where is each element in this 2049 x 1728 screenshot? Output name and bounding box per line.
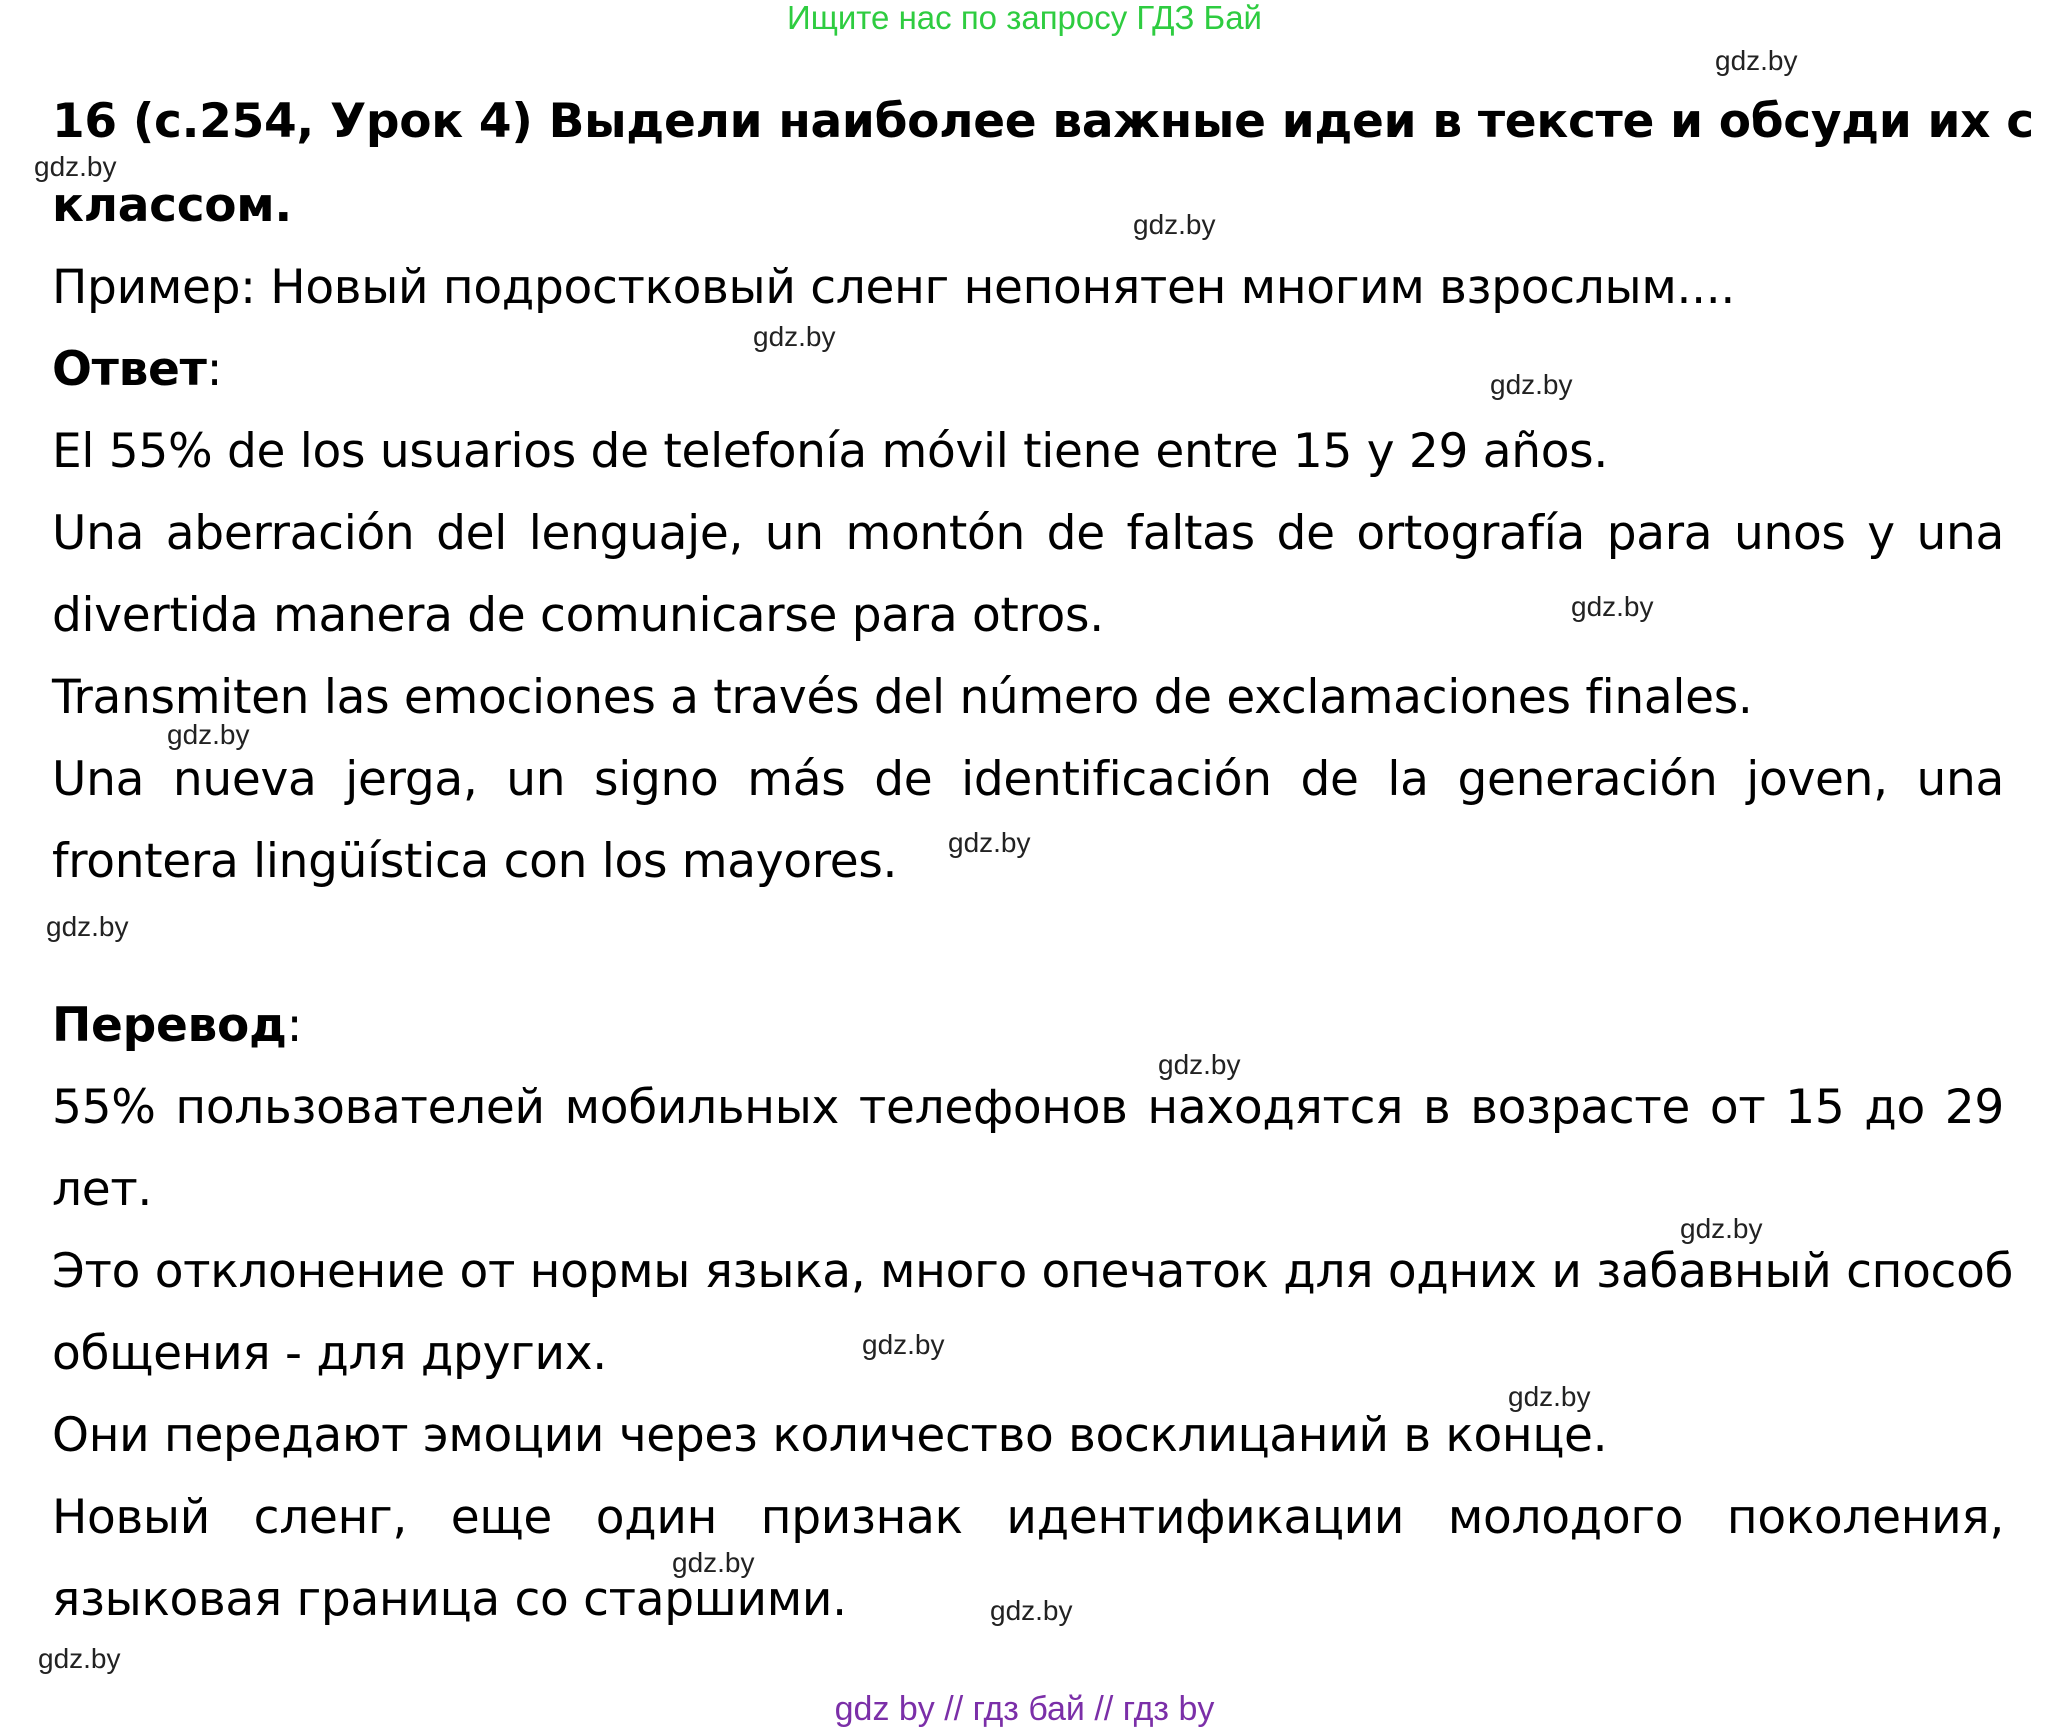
answer-heading bbox=[52, 340, 2004, 400]
task-title-line-2: классом. bbox=[52, 178, 292, 233]
watermark: gdz.by bbox=[753, 321, 836, 352]
watermark: gdz.by bbox=[1571, 591, 1654, 622]
translation-line: Они передают эмоции через количество восклицаний в конце. bbox=[52, 1408, 1608, 1463]
watermark: gdz.by bbox=[1715, 45, 1798, 76]
watermark: gdz.by bbox=[46, 911, 129, 942]
answer-line: Una nueva jerga, un signo más de identificación de la generación joven, una bbox=[52, 752, 2004, 807]
watermark: gdz.by bbox=[34, 151, 117, 182]
answer-line: El 55% de los usuarios de telefonía móvil tiene entre 15 y 29 años. bbox=[52, 424, 1609, 479]
answer-heading-colon: : bbox=[206, 342, 223, 397]
translation-heading bbox=[52, 996, 2004, 1056]
watermark: gdz.by bbox=[672, 1547, 755, 1578]
translation-heading-colon: : bbox=[286, 998, 303, 1053]
top-banner: Ищите нас по запросу ГДЗ Бай bbox=[787, 0, 1262, 36]
translation-line: языковая граница со старшими. bbox=[52, 1572, 847, 1627]
watermark: gdz.by bbox=[990, 1595, 1073, 1626]
answer-line: frontera lingüística con los mayores. bbox=[52, 834, 898, 889]
answer-line: Una aberración del lenguaje, un montón de faltas de ortografía para unos y una bbox=[52, 506, 2004, 561]
watermark: gdz.by bbox=[1490, 369, 1573, 400]
watermark: gdz.by bbox=[1680, 1213, 1763, 1244]
translation-line: Новый сленг, еще один признак идентификации молодого поколения, bbox=[52, 1490, 2004, 1545]
answer-heading-label: Ответ bbox=[52, 342, 207, 397]
translation-line: лет. bbox=[52, 1162, 153, 1217]
translation-heading-label: Перевод bbox=[52, 998, 287, 1053]
watermark: gdz.by bbox=[1508, 1381, 1591, 1412]
watermark: gdz.by bbox=[38, 1643, 121, 1674]
watermark: gdz.by bbox=[1133, 209, 1216, 240]
watermark: gdz.by bbox=[948, 827, 1031, 858]
translation-line: 55% пользователей мобильных телефонов находятся в возрасте от 15 до 29 bbox=[52, 1080, 2004, 1135]
footer-links: gdz by // гдз бай // гдз by bbox=[834, 1690, 1215, 1728]
watermark: gdz.by bbox=[862, 1329, 945, 1360]
task-title-line-1: 16 (с.254, Урок 4) Выдели наиболее важные идеи в тексте и обсуди их с bbox=[52, 94, 2034, 149]
watermark: gdz.by bbox=[167, 719, 250, 750]
answer-line: Transmiten las emociones a través del número de exclamaciones finales. bbox=[52, 670, 1753, 725]
translation-line: общения - для других. bbox=[52, 1326, 607, 1381]
task-example: Пример: Новый подростковый сленг непонятен многим взрослым.... bbox=[52, 260, 1736, 315]
watermark: gdz.by bbox=[1158, 1049, 1241, 1080]
translation-line: Это отклонение от нормы языка, много опечаток для одних и забавный способ bbox=[52, 1244, 2014, 1299]
answer-line: divertida manera de comunicarse para otros. bbox=[52, 588, 1104, 643]
